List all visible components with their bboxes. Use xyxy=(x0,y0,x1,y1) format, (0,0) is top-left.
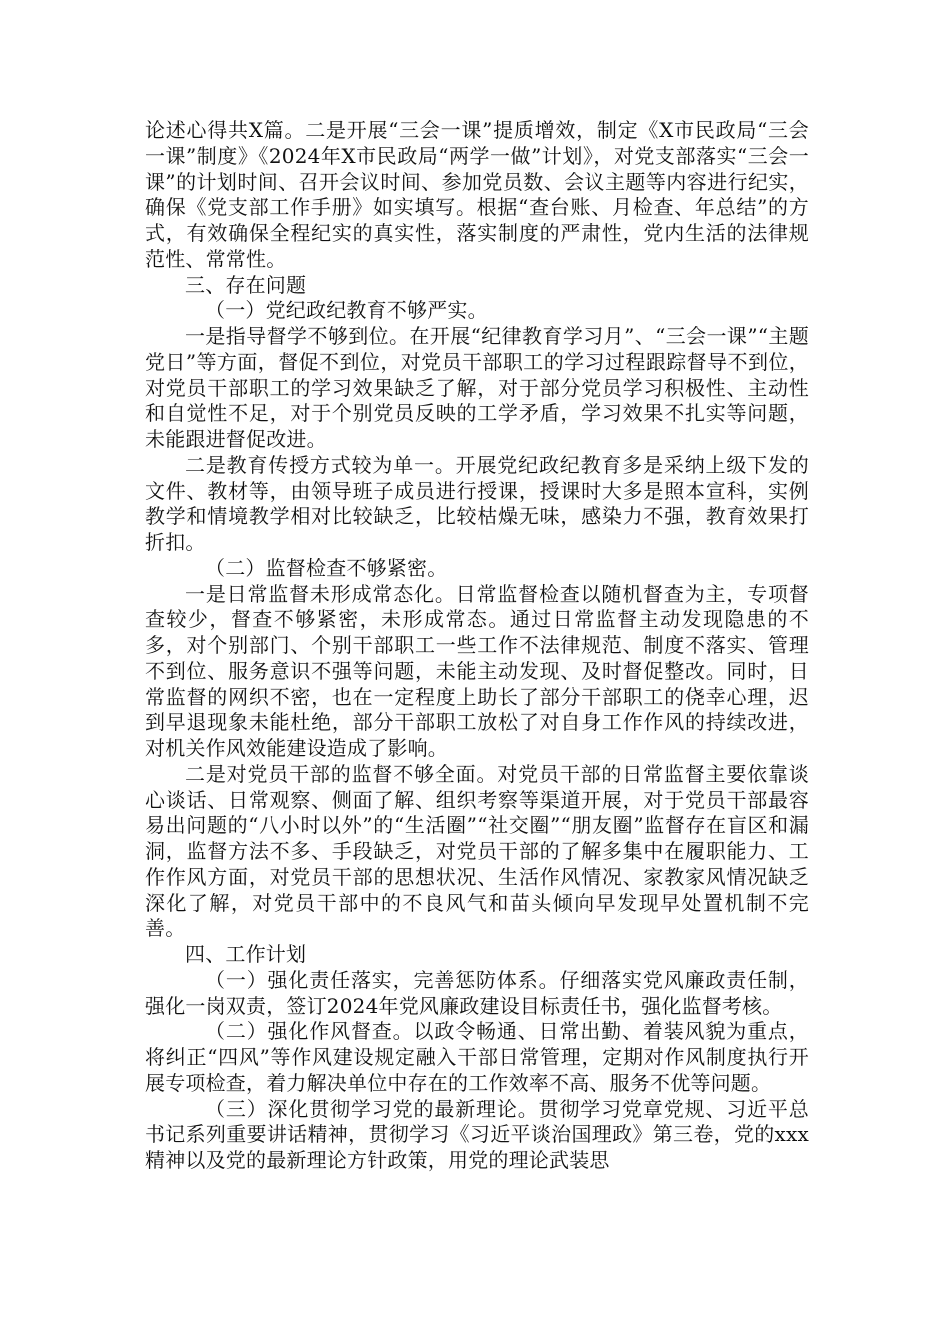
paragraph-guidance: 一是指导督学不够到位。在开展“纪律教育学习月”、“三会一课”“主题党日”等方面，督促不到位，对党员干部职工的学习过程跟踪督导不到位，对党员干部职工的学习效果缺乏了解，对于部分党员学习积极性、主动性和自觉性不足，对于个别党员反映的工学矛盾，学习效果不扎实等问题，未能跟进督促改进。 xyxy=(145,324,809,451)
subheading-education: （一）党纪政纪教育不够严实。 xyxy=(205,298,488,323)
paragraph-teaching-methods: 二是教育传授方式较为单一。开展党纪政纪教育多是采纳上级下发的文件、教材等，由领导班子成员进行授课，授课时大多是照本宣科，实例教学和情境教学相对比较缺乏，比较枯燥无味，感染力不强，教育效果打折扣。 xyxy=(145,452,809,554)
paragraph-daily-supervision: 一是日常监督未形成常态化。日常监督检查以随机督查为主，专项督查较少，督查不够紧密，未形成常态。通过日常监督主动发现隐患的不多，对个别部门、个别干部职工一些工作不法律规范、制度不落实、管理不到位、服务意识不强等问题，未能主动发现、及时督促整改。同时，日常监督的网织不密，也在一定程度上助长了部分干部职工的侥幸心理，迟到早退现象未能杜绝，部分干部职工放松了对自身工作作风的持续改进，对机关作风效能建设造成了影响。 xyxy=(145,581,809,760)
subheading-supervision: （二）监督检查不够紧密。 xyxy=(205,555,448,580)
section-heading-problems: 三、存在问题 xyxy=(185,272,307,297)
paragraph-plan-theory: （三）深化贯彻学习党的最新理论。贯彻学习党章党规、习近平总书记系列重要讲话精神，贯彻学习《习近平谈治国理政》第三卷，党的xxx精神以及党的最新理论方针政策，用党的理论武装思 xyxy=(145,1096,809,1172)
paragraph-cadre-supervision: 二是对党员干部的监督不够全面。对党员干部的日常监督主要依靠谈心谈话、日常观察、侧面了解、组织考察等渠道开展，对于党员干部最容易出问题的“八小时以外”的“生活圈”“社交圈”“朋友圈”监督存在盲区和漏洞，监督方法不多、手段缺乏，对党员干部的了解多集中在履职能力、工作作风方面，对党员干部的思想状况、生活作风情况、家教家风情况缺乏深化了解，对党员干部中的不良风气和苗头倾向早发现早处置机制不完善。 xyxy=(145,761,809,941)
section-heading-work-plan: 四、工作计划 xyxy=(185,942,307,966)
document-page xyxy=(145,118,809,1174)
paragraph-continuation: 论述心得共X篇。二是开展“三会一课”提质增效，制定《X市民政局“三会一课”制度》《2024年X市民政局“两学一做”计划》，对党支部落实“三会一课”的计划时间、召开会议时间、参加党员数、会议主题等内容进行纪实，确保《党支部工作手册》如实填写。根据“查台账、月检查、年总结”的方式，有效确保全程纪实的真实性，落实制度的严肃性，党内生活的法律规范性、常常性。 xyxy=(145,118,809,271)
paragraph-plan-responsibility: （一）强化责任落实，完善惩防体系。仔细落实党风廉政责任制，强化一岗双责，签订2024年党风廉政建设目标责任书，强化监督考核。 xyxy=(145,967,809,1018)
paragraph-plan-style: （二）强化作风督查。以政令畅通、日常出勤、着装风貌为重点，将纠正“四风”等作风建设规定融入干部日常管理，定期对作风制度执行开展专项检查，着力解决单位中存在的工作效率不高、服务不优等问题。 xyxy=(145,1019,809,1095)
